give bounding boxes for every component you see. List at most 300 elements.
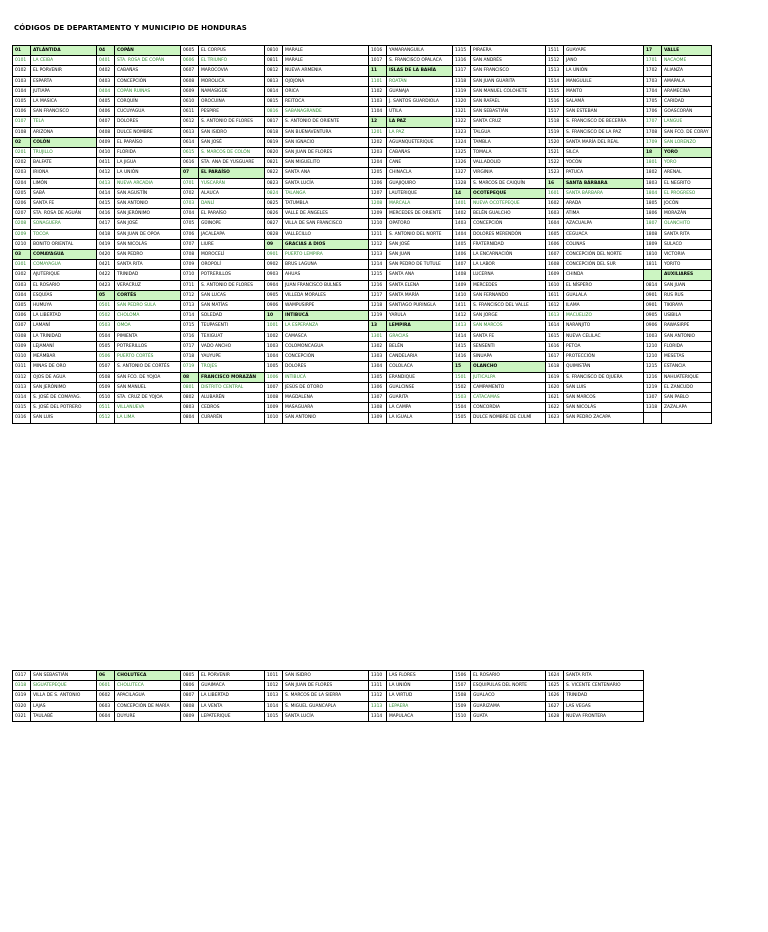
table-row [13,382,712,392]
municipality-name: NAMASIGÜE [199,86,265,96]
municipality-name: S. FRANCISCO OPALACA [387,56,453,66]
municipality-code: 1523 [546,168,564,178]
municipality-code: 0403 [97,76,115,86]
municipality-code: 1613 [546,311,564,321]
municipality-code: 0806 [181,681,199,691]
municipality-code: 1626 [546,691,564,701]
municipality-name: EL ROSARIO [471,671,546,681]
municipality-name: PIMIENTA [115,331,181,341]
municipality-name: COMAYAGUA [31,260,97,270]
municipality-name: NACAOME [662,56,712,66]
municipality-name: SANTA RITA [662,229,712,239]
municipality-name: S. VICENTE CENTENARIO [564,681,644,691]
municipality-code: 1505 [453,413,471,423]
municipality-code: 0615 [181,148,199,158]
municipality-code: 0902 [265,260,283,270]
department-name: GRACIAS A DIOS [283,239,369,249]
municipality-name: SAN JOSÉ [115,219,181,229]
municipality-code: 1219 [644,382,662,392]
municipality-code: 0321 [13,711,31,721]
municipality-name: S. MARCOS DE LA SIERRA [283,691,369,701]
table-row [13,209,712,219]
municipality-name: SAN ISIDRO [283,671,369,681]
municipality-code: 1210 [644,352,662,362]
municipality-name: LA ESPERANZA [283,321,369,331]
municipality-name: SONAGUERA [31,219,97,229]
municipality-code: 0714 [181,311,199,321]
municipality-code: 1612 [546,301,564,311]
department-code: 16 [546,178,564,188]
municipality-name: COLOMONCAGUA [283,341,369,351]
municipality-name: SAN JUAN GUARITA [471,76,546,86]
table-row [13,46,712,56]
municipality-code: 1325 [453,148,471,158]
municipality-code: 1517 [546,107,564,117]
municipality-code: 0415 [97,199,115,209]
municipality-name: ARENAL [662,168,712,178]
municipality-name: CEGUACA [564,229,644,239]
municipality-name: JUAN FRANCISCO BULNES [283,280,369,290]
table-row [13,290,712,300]
municipality-name: POTRERILLOS [199,270,265,280]
municipality-code: 1801 [644,158,662,168]
municipality-code: 1312 [369,691,387,701]
municipality-name: SALAMÁ [564,97,644,107]
municipality-name: LEPATERIQUE [199,711,265,721]
municipality-name: CORQUÍN [115,97,181,107]
municipality-code: 0824 [265,188,283,198]
municipality-name: TROJES [199,362,265,372]
municipality-code: 1404 [453,229,471,239]
municipality-name: MINAS DE ORO [31,362,97,372]
municipality-name: EL TRIUNFO [199,56,265,66]
municipality-name: SABANAGRANDE [283,107,369,117]
municipality-name: CONCEPCIÓN DEL SUR [564,260,644,270]
municipality-code: 1007 [265,382,283,392]
municipality-code: 1603 [546,209,564,219]
municipality-name: BRUS LAGUNA [283,260,369,270]
municipality-name: LA MASICA [31,97,97,107]
municipality-code: 1410 [453,290,471,300]
municipality-name: MANGULILE [564,76,644,86]
table-row [13,137,712,147]
municipality-code: 0105 [13,97,31,107]
department-name: COMAYAGUA [31,250,97,260]
municipality-name: APACILAGUA [115,691,181,701]
municipality-name: YUSCARÁN [199,178,265,188]
municipality-code: 1606 [546,239,564,249]
municipality-code: 1311 [369,681,387,691]
municipality-name: PUERTO LEMPIRA [283,250,369,260]
municipality-name: DOLORES [115,117,181,127]
table-row [13,711,644,721]
municipality-code: 1319 [453,86,471,96]
municipality-code: 0320 [13,701,31,711]
municipality-code: 1322 [453,117,471,127]
municipality-name: NUEVA ARMENIA [283,66,369,76]
municipality-code: 0612 [181,117,199,127]
municipality-code: 0611 [181,107,199,117]
municipality-code: 1805 [644,199,662,209]
municipality-name: LA LABOR [471,260,546,270]
municipality-name: BALFATE [31,158,97,168]
table-row [13,311,712,321]
table-row [13,321,712,331]
municipality-code: 1305 [369,372,387,382]
municipality-name: CONCEPCIÓN DE MARÍA [115,701,181,711]
municipality-name: CHINDA [564,270,644,280]
municipality-code: 0605 [181,46,199,56]
municipality-code: 1308 [369,403,387,413]
municipality-name: SANTA ANA [283,168,369,178]
municipality-name: TALGUA [471,127,546,137]
municipality-code: 1203 [369,148,387,158]
municipality-code: 0402 [97,66,115,76]
municipality-name: TEXIGUAT [199,331,265,341]
municipality-name: YOCÓN [564,158,644,168]
municipality-name: SANTA MARÍA DEL REAL [564,137,644,147]
municipality-name: AJUTERIQUE [31,270,97,280]
municipality-code: 0603 [97,701,115,711]
municipality-name: OPATORO [387,219,453,229]
municipality-name: SAN AGUSTÍN [115,188,181,198]
municipality-name: LA UNIÓN [115,168,181,178]
municipality-code: 0805 [181,671,199,681]
municipality-name: TATUMBLA [283,199,369,209]
municipality-code: 1402 [453,209,471,219]
table-row [13,260,712,270]
municipality-name: S. ANTONIO DE CORTÉS [115,362,181,372]
municipality-name: REITOCA [283,97,369,107]
municipality-name: SABÁ [31,188,97,198]
municipality-code: 0204 [13,178,31,188]
municipality-name: SAN MANUEL COLOHETE [471,86,546,96]
municipality-name: CURARÉN [199,413,265,423]
municipality-code: 0205 [13,188,31,198]
municipality-code: 1617 [546,352,564,362]
municipality-name: LA LIBERTAD [31,311,97,321]
municipality-code: 0809 [181,711,199,721]
municipality-code-table-continuation [12,670,644,722]
municipality-code: 1409 [453,280,471,290]
municipality-name: YORITO [662,260,712,270]
department-code: 17 [644,46,662,56]
municipality-code: 1327 [453,168,471,178]
municipality-code: 1201 [369,127,387,137]
municipality-code: 0712 [181,290,199,300]
table-row [13,691,644,701]
municipality-name: TIKIRAYA [662,301,712,311]
municipality-name: SAN NICOLÁS [564,403,644,413]
municipality-name: ESQUIPULAS DEL NORTE [471,681,546,691]
municipality-name: VERACRUZ [115,280,181,290]
municipality-name: SAN MIGUELITO [283,158,369,168]
municipality-name: CHINACLA [387,168,453,178]
municipality-name: LA CAMPA [387,403,453,413]
municipality-name: ESQUÍAS [31,290,97,300]
municipality-name: GÜINOPE [199,219,265,229]
municipality-name: TRINIDAD [115,270,181,280]
municipality-name: SANTA ELENA [387,280,453,290]
municipality-code: 0802 [181,392,199,402]
municipality-code: 1609 [546,270,564,280]
municipality-name: EL NÍSPERO [564,280,644,290]
department-name: LA PAZ [387,117,453,127]
municipality-code: 0412 [97,168,115,178]
municipality-code: 0613 [181,127,199,137]
municipality-name: EL ROSARIO [31,280,97,290]
municipality-name: SANTA BÁRBARA [564,188,644,198]
municipality-name: ILAMA [564,301,644,311]
municipality-name: OROCUINA [199,97,265,107]
municipality-code: 1616 [546,341,564,351]
municipality-name: ESPARTA [31,76,97,86]
municipality-name: ERANDIQUE [387,372,453,382]
municipality-code: 0416 [97,209,115,219]
municipality-name: MANTO [564,86,644,96]
municipality-name: TAMBLA [471,137,546,147]
municipality-code: 1619 [546,372,564,382]
municipality-code: 0409 [97,137,115,147]
table-row [13,250,712,260]
municipality-code: 0702 [181,188,199,198]
municipality-code: 1005 [265,362,283,372]
municipality-name: SAN LORENZO [662,137,712,147]
municipality-code: 0815 [265,97,283,107]
table-row [13,403,712,413]
department-name: COPÁN [115,46,181,56]
municipality-code: 1628 [546,711,564,721]
municipality-name: EL PORVENIR [31,66,97,76]
municipality-code: 1314 [369,711,387,721]
municipality-name: NAHUATERIQUE [662,372,712,382]
department-code: 18 [644,148,662,158]
municipality-code: 0903 [265,270,283,280]
municipality-code: 1608 [546,260,564,270]
municipality-code: 0408 [97,127,115,137]
municipality-code: 1011 [265,671,283,681]
municipality-code: 1625 [546,681,564,691]
municipality-code: 0317 [13,671,31,681]
municipality-name: STA. CRUZ DE YOJOA [115,392,181,402]
department-name: OCOTEPEQUE [471,188,546,198]
municipality-name: QUIMISTÁN [564,362,644,372]
department-name: ATLÁNTIDA [31,46,97,56]
municipality-name: S. MIGUEL GUANCAPLA [283,701,369,711]
municipality-code: 1002 [265,331,283,341]
municipality-name: TALANGA [283,188,369,198]
municipality-code: 0203 [13,168,31,178]
municipality-code: 1216 [644,372,662,382]
municipality-code: 1707 [644,117,662,127]
municipality-name: SAN JERÓNIMO [31,382,97,392]
department-code: 09 [265,239,283,249]
municipality-name: EL PROGRESO [662,188,712,198]
municipality-code: 1307 [644,392,662,402]
municipality-name: VILLA DE S. ANTONIO [31,691,97,701]
municipality-name: TAULABÉ [31,711,97,721]
municipality-code: 1516 [546,97,564,107]
municipality-code: 1520 [546,137,564,147]
municipality-name: S. FRANCISCO DE LA PAZ [564,127,644,137]
table-row [13,681,644,691]
municipality-name: SAN MATÍAS [199,301,265,311]
municipality-name: SAN NICOLÁS [115,239,181,249]
municipality-code: 0313 [13,382,31,392]
municipality-code: 1810 [644,250,662,260]
municipality-name: BELÉN GUALCHO [471,209,546,219]
municipality-name: VILLEDA MORALES [283,290,369,300]
municipality-code: 1307 [369,392,387,402]
department-name: SANTA BÁRBARA [564,178,644,188]
municipality-name: RUS RUS [662,290,712,300]
municipality-name: SAN FCO. DE YOJOA [115,372,181,382]
municipality-code: 1620 [546,382,564,392]
municipality-code: 0209 [13,229,31,239]
municipality-code: 0208 [13,219,31,229]
municipality-name: ALAUCA [199,188,265,198]
municipality-code: 0304 [13,290,31,300]
department-code: 13 [369,321,387,331]
municipality-name: SAN SEBASTIÁN [31,671,97,681]
municipality-name: CABAÑAS [115,66,181,76]
municipality-name: CONCEPCIÓN [115,76,181,86]
municipality-name: GUALCINSE [387,382,453,392]
municipality-code: 1618 [546,362,564,372]
municipality-name: YARULA [387,311,453,321]
municipality-name: LA UNIÓN [387,681,453,691]
municipality-name: SAN ISIDRO [199,127,265,137]
municipality-code: 0511 [97,403,115,413]
municipality-name: JOCÓN [662,199,712,209]
municipality-code: 0422 [97,270,115,280]
municipality-name: MERCEDES DE ORIENTE [387,209,453,219]
municipality-name: OROPOLÍ [199,260,265,270]
municipality-name: GUALALA [564,290,644,300]
municipality-code: 0703 [181,199,199,209]
municipality-name: SAN BUENAVENTURA [283,127,369,137]
municipality-code: 1405 [453,239,471,249]
municipality-name: LIMÓN [31,178,97,188]
municipality-code: 1614 [546,321,564,331]
table-row [13,148,712,158]
municipality-code: 1316 [453,56,471,66]
municipality-name: S. FRANCISCO DE OJUERA [564,372,644,382]
department-name: EL PARAÍSO [199,168,265,178]
municipality-code: 1302 [369,341,387,351]
municipality-code: 0309 [13,341,31,351]
municipality-code: 1408 [453,270,471,280]
municipality-name: SAN FRANCISCO [31,107,97,117]
municipality-code: 1709 [644,137,662,147]
table-row [13,392,712,402]
municipality-code: 1328 [453,178,471,188]
table-row [13,413,712,423]
municipality-code: 1512 [546,56,564,66]
table-row [13,178,712,188]
department-name: LEMPIRA [387,321,453,331]
municipality-name: LA VIRTUD [387,691,453,701]
municipality-code: 0307 [13,321,31,331]
municipality-code: 1010 [265,413,283,423]
municipality-code: 1003 [644,331,662,341]
municipality-name: ESTANCIA [662,362,712,372]
municipality-code: 0718 [181,352,199,362]
municipality-name: DISTRITO CENTRAL [199,382,265,392]
municipality-code: 0610 [181,97,199,107]
municipality-code: 1508 [453,691,471,701]
municipality-name: SANTA FE [471,331,546,341]
municipality-code: 0715 [181,321,199,331]
municipality-name: SAN JUAN [662,280,712,290]
municipality-name: SANTA ANA [387,270,453,280]
department-name: VALLE [662,46,712,56]
municipality-code: 1509 [453,701,471,711]
municipality-name: TRINIDAD [564,691,644,701]
municipality-name: WAMPUSIRPE [283,301,369,311]
municipality-code: 1521 [546,148,564,158]
municipality-name: SAN LUIS [31,413,97,423]
municipality-code: 1315 [453,46,471,56]
municipality-name: SAN PABLO [662,392,712,402]
municipality-name: SINUAPA [471,352,546,362]
table-row [13,86,712,96]
municipality-name: TEUPASENTI [199,321,265,331]
municipality-name: CONCEPCIÓN DEL NORTE [564,250,644,260]
department-name: YORO [662,148,712,158]
municipality-code: 1103 [369,97,387,107]
municipality-code: 0507 [97,362,115,372]
municipality-name: JUTICALPA [471,372,546,382]
municipality-name: FLORIDA [662,341,712,351]
department-name: COLÓN [31,137,97,147]
municipality-name: OJOJONA [283,76,369,86]
municipality-name: EL NEGRITO [662,178,712,188]
municipality-code: 1213 [369,250,387,260]
municipality-code: 1301 [369,331,387,341]
municipality-name: LA ENCARNACIÓN [471,250,546,260]
municipality-code: 0814 [644,280,662,290]
municipality-code: 0601 [97,681,115,691]
municipality-code: 0302 [13,270,31,280]
municipality-name: SAN ANTONIO [662,331,712,341]
municipality-code: 0825 [265,199,283,209]
municipality-code: 1511 [546,46,564,56]
municipality-code: 0315 [13,403,31,413]
municipality-code: 0413 [97,178,115,188]
main-table-body [13,46,712,424]
municipality-code: 0707 [181,239,199,249]
department-code: 12 [369,117,387,127]
municipality-code: 1624 [546,671,564,681]
table-row [13,56,712,66]
municipality-code: 1216 [369,280,387,290]
municipality-code: 0816 [265,107,283,117]
municipality-code: 1807 [644,219,662,229]
municipality-code: 1003 [265,341,283,351]
municipality-code: 1809 [644,239,662,249]
table-row [13,701,644,711]
table-row [13,280,712,290]
municipality-name: GUAYAPE [564,46,644,56]
table-row [13,66,712,76]
municipality-code: 1218 [369,301,387,311]
municipality-code: 1215 [644,362,662,372]
municipality-name: SULACO [662,239,712,249]
municipality-name: EL CORPUS [199,46,265,56]
municipality-code: 0306 [13,311,31,321]
municipality-code: 1004 [265,352,283,362]
